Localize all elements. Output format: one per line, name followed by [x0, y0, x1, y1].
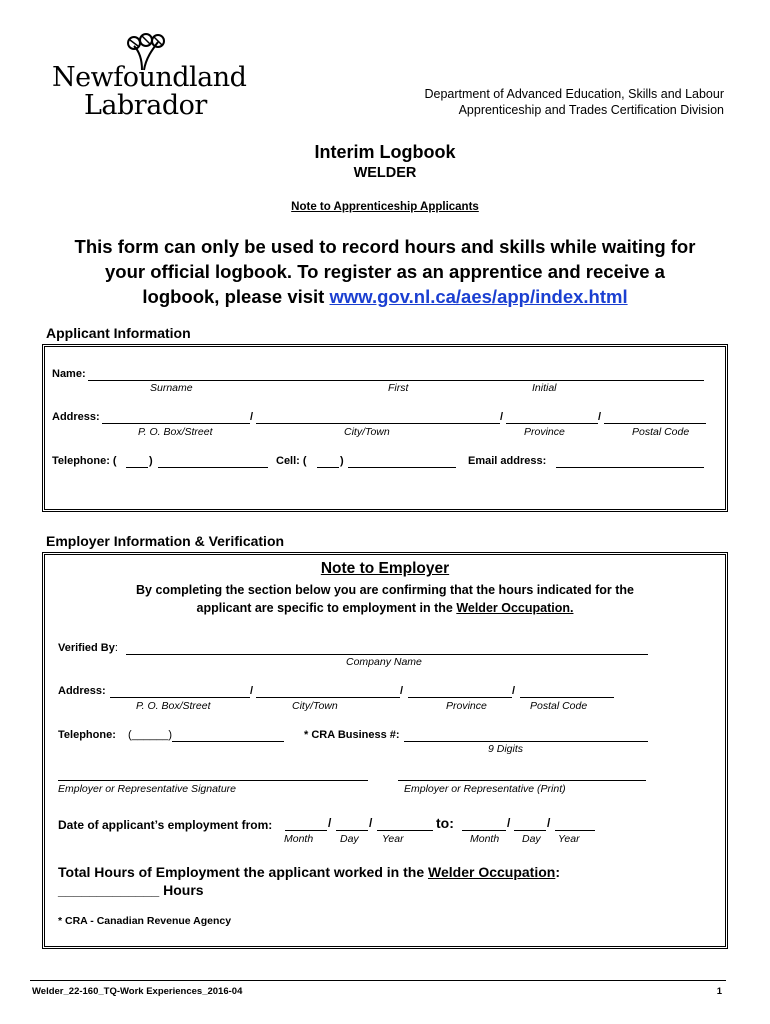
telephone-label: Telephone: ( [52, 455, 117, 467]
cra-footnote: * CRA - Canadian Revenue Agency [58, 915, 232, 927]
employer-address-label: Address: [58, 685, 106, 697]
total-hours-label [58, 864, 560, 880]
employer-city-field[interactable] [256, 685, 400, 698]
verified-by-colon: : [114, 642, 118, 654]
nine-digits-caption: 9 Digits [488, 743, 524, 755]
signature-caption: Employer or Representative Signature [58, 783, 237, 795]
from-year-caption: Year [382, 833, 404, 845]
city-caption: City/Town [344, 426, 390, 438]
total-hours-occupation: Welder Occupation [428, 864, 556, 880]
po-box-caption: P. O. Box/Street [138, 426, 213, 438]
to-day-field[interactable] [514, 816, 546, 831]
to-day-caption: Day [522, 833, 541, 845]
notice-text [30, 234, 740, 309]
logo-text-newfoundland: Newfoundland [52, 62, 247, 93]
telephone-area-code-field[interactable] [126, 455, 148, 468]
first-caption: First [388, 382, 409, 394]
slash: / [328, 816, 332, 830]
initial-caption: Initial [532, 382, 557, 394]
employer-po-box-caption: P. O. Box/Street [136, 700, 211, 712]
verified-by-text: Verified By [58, 642, 115, 654]
to-label: to: [436, 815, 454, 831]
from-month-field[interactable] [285, 816, 327, 831]
employer-province-field[interactable] [408, 685, 512, 698]
to-year-caption: Year [558, 833, 580, 845]
name-label: Name: [52, 368, 86, 380]
name-field[interactable] [88, 368, 704, 381]
verified-by-field[interactable] [126, 642, 648, 655]
hours-label: Hours [163, 882, 204, 898]
applicant-street-field[interactable] [102, 411, 250, 424]
company-name-caption: Company Name [346, 656, 422, 668]
notice-line-3-text: logbook, please visit [142, 286, 330, 307]
employer-note-line-1: By completing the section below you are confirming that the hours indicated for the [136, 583, 634, 597]
employer-note-line-2-text: applicant are specific to employment in the [196, 601, 457, 615]
applicant-province-field[interactable] [506, 411, 598, 424]
notice-line-2: your official logbook. To register as an apprentice and receive a [105, 261, 665, 282]
print-name-field[interactable] [398, 768, 646, 781]
cra-business-field[interactable] [404, 729, 648, 742]
employer-province-caption: Province [446, 700, 487, 712]
page-title: Interim Logbook [314, 142, 456, 162]
employer-city-caption: City/Town [292, 700, 338, 712]
hours-field[interactable]: _____________ [58, 882, 160, 898]
telephone-number-field[interactable] [158, 455, 268, 468]
to-year-field[interactable] [555, 816, 595, 831]
footer-divider [30, 980, 726, 981]
applicant-section-title: Applicant Information [46, 325, 191, 341]
employer-note-line-2 [0, 601, 770, 615]
applicant-city-field[interactable] [256, 411, 500, 424]
page-number: 1 [716, 986, 722, 997]
applicant-postal-field[interactable] [604, 411, 706, 424]
slash: / [598, 411, 602, 423]
slash: / [500, 411, 504, 423]
employer-section-title: Employer Information & Verification [46, 533, 285, 549]
welder-occupation-text: Welder Occupation. [456, 601, 574, 615]
from-day-field[interactable] [336, 816, 368, 831]
slash: / [250, 685, 254, 697]
verified-by-label [58, 642, 118, 654]
cell-label: Cell: ( [276, 455, 307, 467]
department-name: Department of Advanced Education, Skills and Labour [424, 87, 724, 101]
document-id: Welder_22-160_TQ-Work Experiences_2016-04 [32, 986, 243, 997]
postal-caption: Postal Code [632, 426, 690, 438]
trade-title: WELDER [353, 165, 417, 181]
to-month-caption: Month [470, 833, 500, 845]
print-name-caption: Employer or Representative (Print) [404, 783, 566, 795]
telephone-close: ) [149, 455, 153, 467]
from-day-caption: Day [340, 833, 359, 845]
cell-area-code-field[interactable] [317, 455, 339, 468]
province-caption: Province [524, 426, 565, 438]
logo-text-labrador: Labrador [84, 90, 207, 121]
slash: / [512, 685, 516, 697]
hours-line [58, 882, 204, 898]
employer-postal-caption: Postal Code [530, 700, 588, 712]
note-heading: Note to Apprenticeship Applicants [291, 201, 479, 213]
surname-caption: Surname [150, 382, 193, 394]
from-year-field[interactable] [377, 816, 433, 831]
address-label: Address: [52, 411, 100, 423]
registration-link[interactable]: www.gov.nl.ca/aes/app/index.html [329, 286, 628, 307]
email-label: Email address: [468, 455, 547, 467]
total-hours-text: Total Hours of Employment the applicant worked in the [58, 864, 428, 880]
note-to-employer-title: Note to Employer [320, 560, 450, 577]
email-field[interactable] [556, 455, 704, 468]
total-hours-colon: : [555, 864, 560, 880]
department-header [425, 86, 725, 118]
signature-field[interactable] [58, 768, 368, 781]
employer-telephone-field[interactable] [172, 729, 284, 742]
employer-street-field[interactable] [110, 685, 250, 698]
notice-line-1: This form can only be used to record hours and skills while waiting for [74, 236, 696, 257]
division-name: Apprenticeship and Trades Certification Division [458, 103, 724, 117]
slash: / [369, 816, 373, 830]
cell-close: ) [340, 455, 344, 467]
date-of-employment-label: Date of applicant’s employment from: [58, 818, 273, 832]
cra-business-label: * CRA Business #: [304, 729, 400, 741]
slash: / [400, 685, 404, 697]
slash: / [250, 411, 254, 423]
notice-line-3 [30, 284, 740, 309]
slash: / [547, 816, 551, 830]
from-month-caption: Month [284, 833, 314, 845]
to-month-field[interactable] [462, 816, 506, 831]
employer-telephone-label: Telephone: [58, 729, 116, 741]
employer-phone-area[interactable]: (______) [128, 729, 173, 741]
cell-number-field[interactable] [348, 455, 456, 468]
slash: / [507, 816, 511, 830]
employer-postal-field[interactable] [520, 685, 614, 698]
